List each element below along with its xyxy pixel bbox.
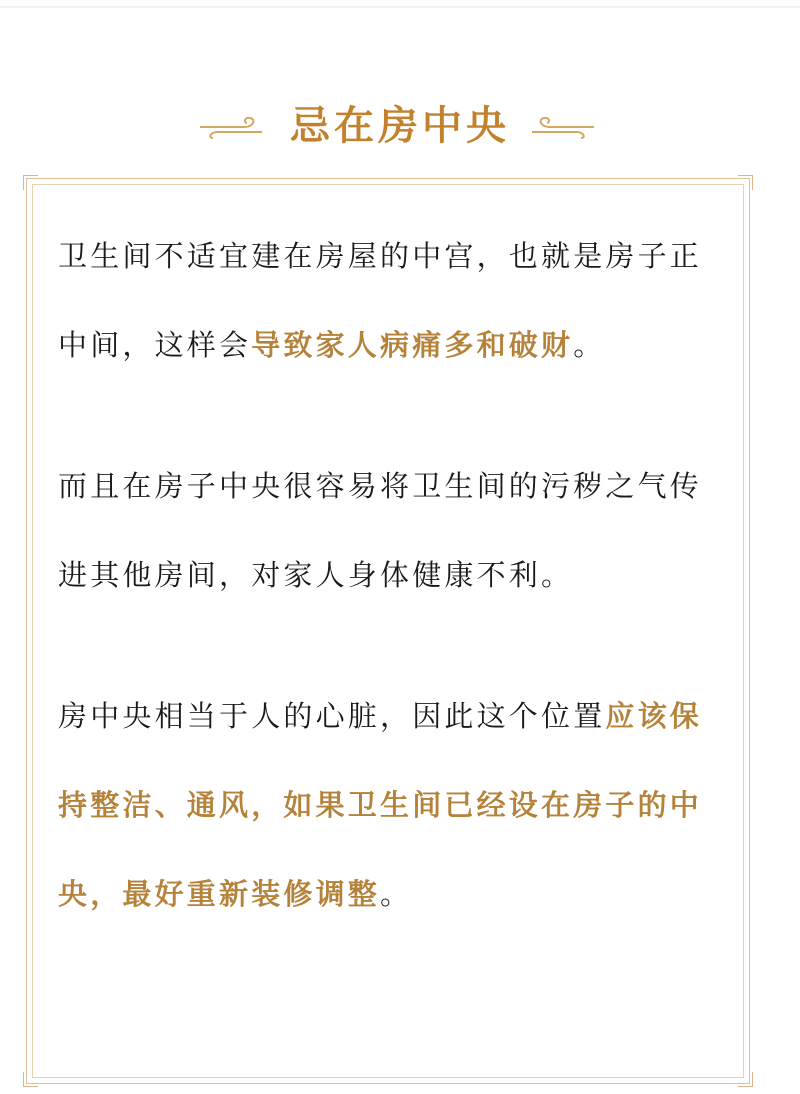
paragraph-text: 。 <box>573 328 606 362</box>
paragraph-text: 卫生间不适宜建在房屋的中宫，也就是房子正中间，这样会 <box>58 239 703 362</box>
paragraph-text: 。 <box>380 877 413 911</box>
paragraph <box>58 442 730 620</box>
paragraph <box>58 672 730 939</box>
highlighted-text: 导致家人病痛多和破财 <box>251 328 574 362</box>
page-title: 忌在房中央 <box>290 103 510 149</box>
frame-corner-ornament <box>23 1072 38 1087</box>
title-row <box>0 96 800 160</box>
top-divider <box>0 6 800 8</box>
paragraph-text: 而且在房子中央很容易将卫生间的污秽之气传进其他房间，对家人身体健康不利。 <box>58 469 703 592</box>
frame-corner-ornament <box>23 175 38 190</box>
cloud-scroll-ornament-icon <box>526 110 598 140</box>
article-body <box>58 212 730 991</box>
frame-corner-ornament <box>738 1072 753 1087</box>
paragraph-text: 房中央相当于人的心脏，因此这个位置 <box>58 699 606 733</box>
paragraph <box>58 212 730 390</box>
frame-corner-ornament <box>738 175 753 190</box>
highlighted-text: 应该保持整洁、通风，如果卫生间已经设在房子的中央，最好重新装修调整 <box>58 699 703 911</box>
